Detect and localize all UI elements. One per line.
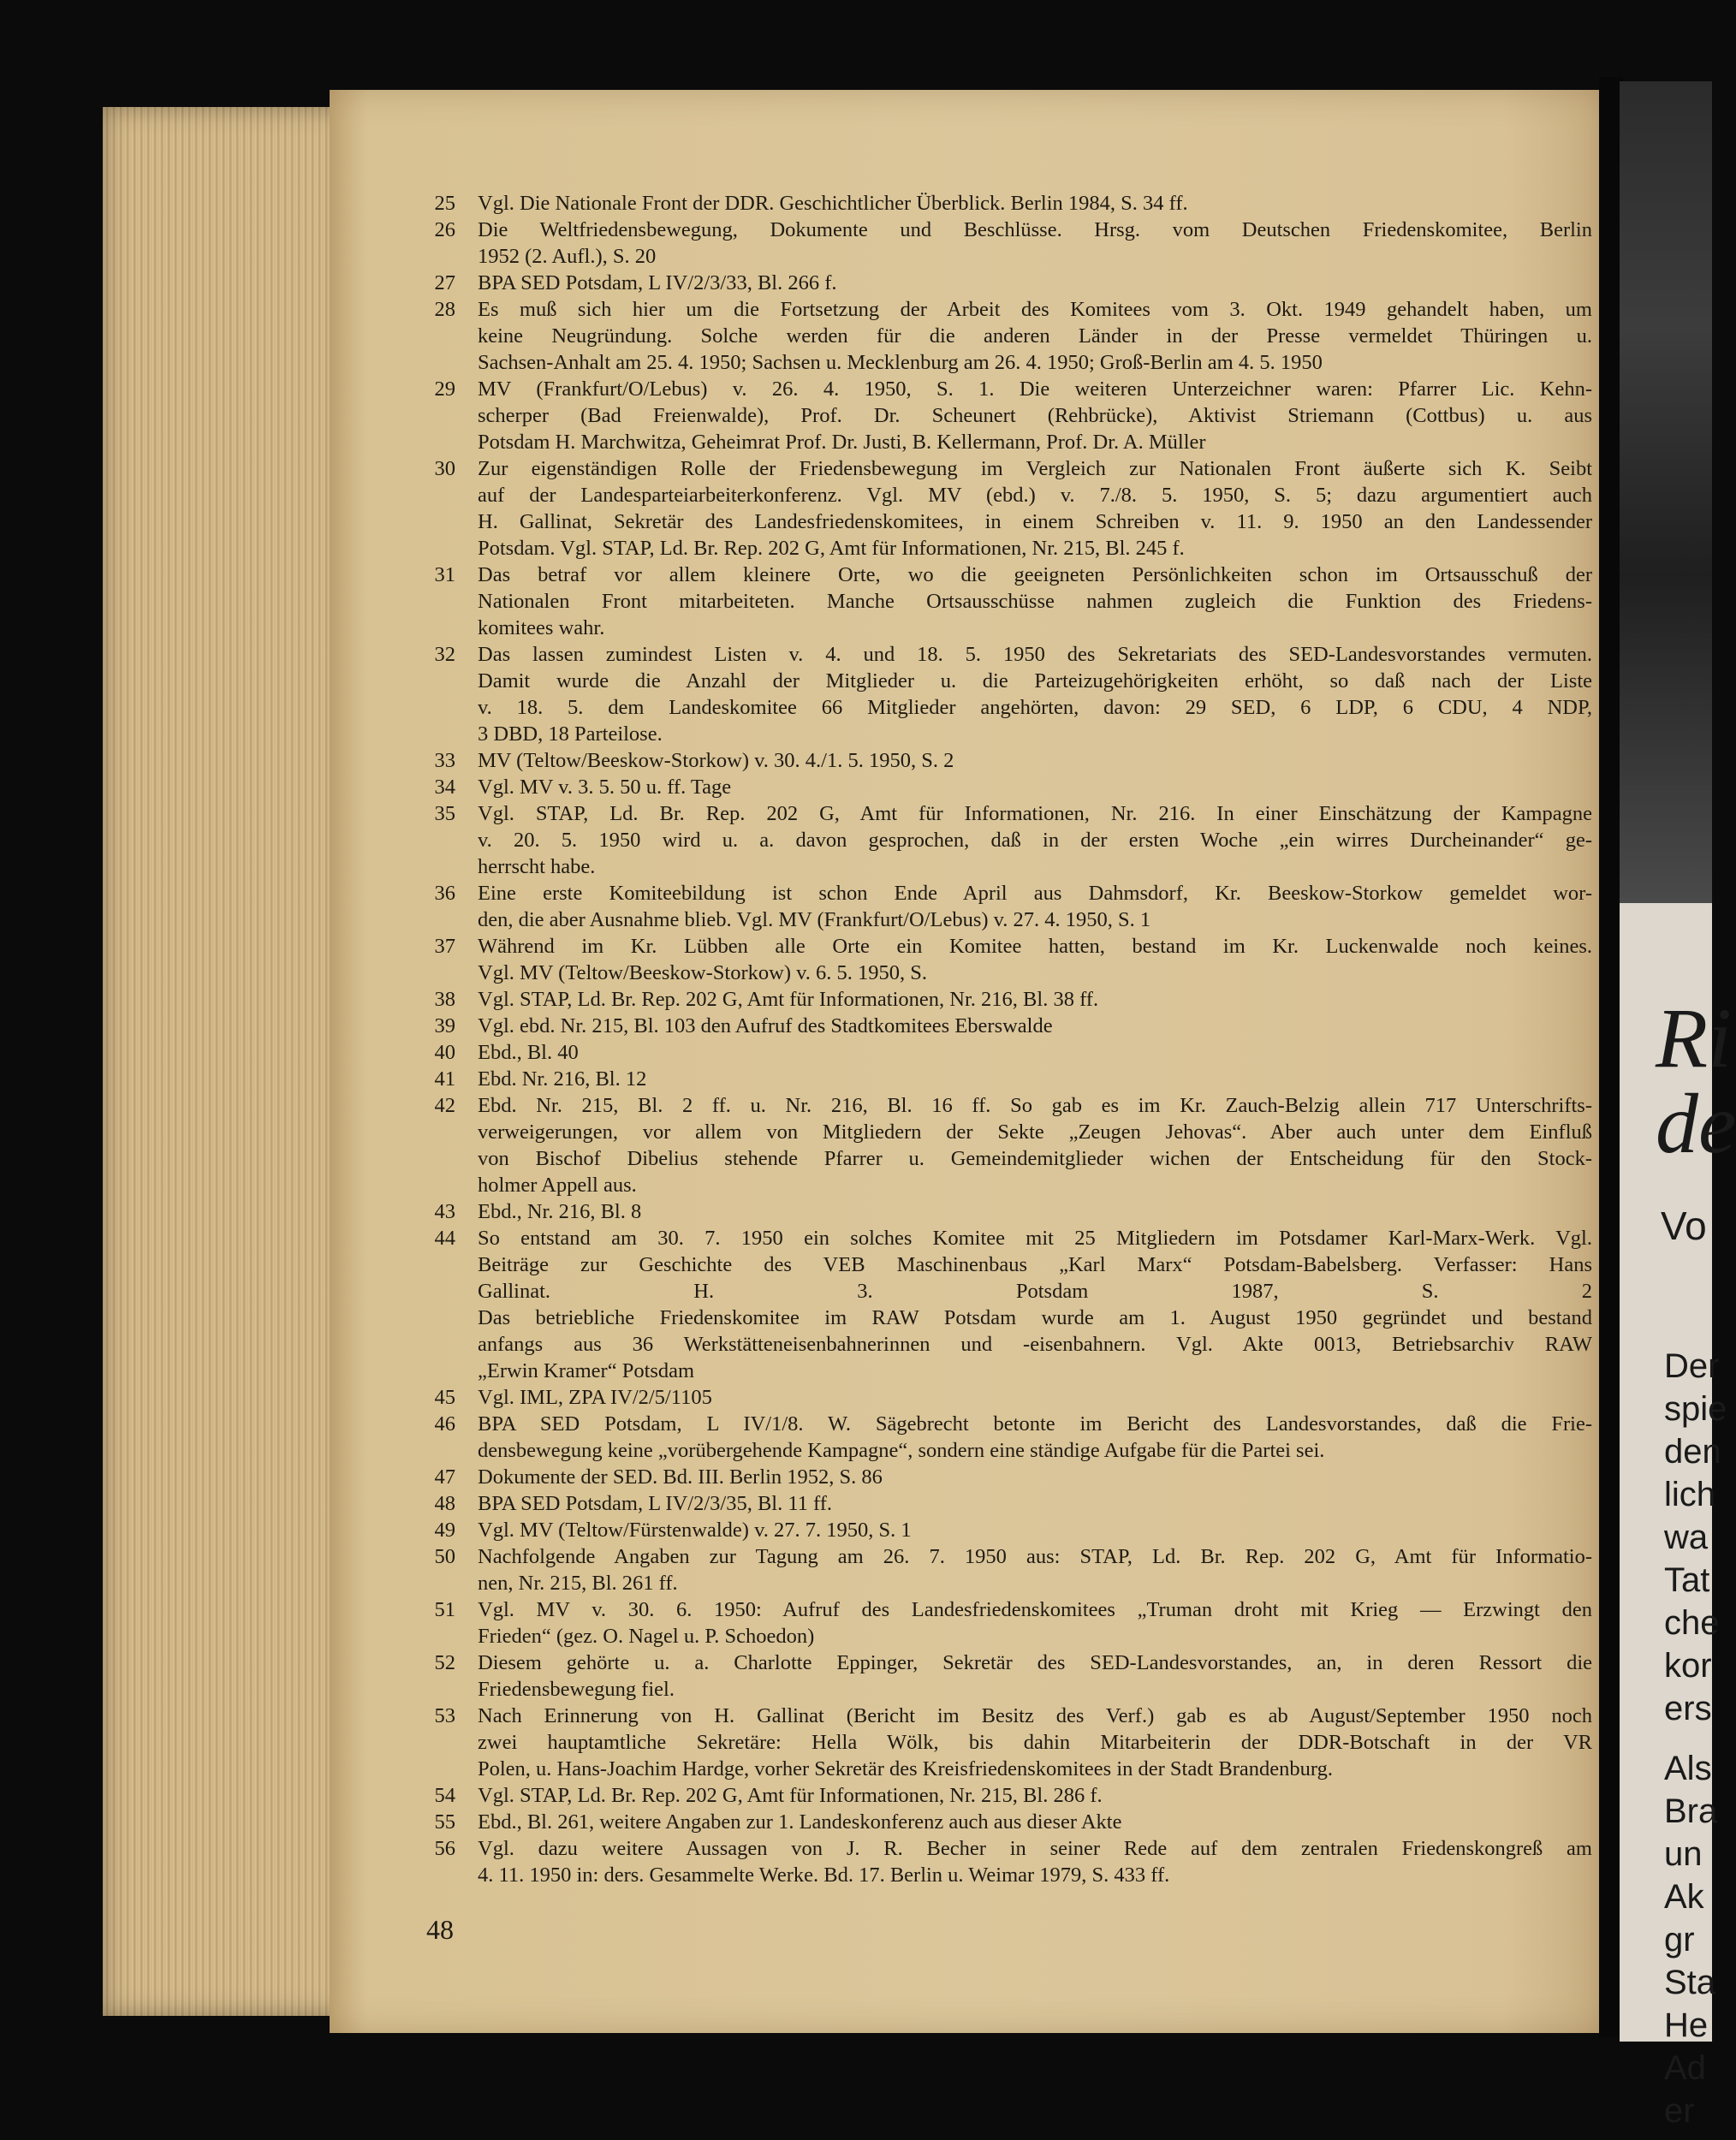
footnote-number: 42 bbox=[434, 1094, 455, 1117]
footnote-line: Potsdam. Vgl. STAP, Ld. Br. Rep. 202 G, Amt für Informationen, Nr. 215, Bl. 245 f. bbox=[478, 537, 1185, 560]
footnote bbox=[402, 1517, 1592, 1543]
footnote-line: Das betraf vor allem kleinere Orte, wo die geeigneten Persönlichkeiten schon im Ortsausschuß der bbox=[478, 563, 1592, 586]
footnote-line: MV (Teltow/Beeskow-Storkow) v. 30. 4./1. 5. 1950, S. 2 bbox=[478, 749, 954, 772]
page-edges bbox=[103, 107, 351, 2016]
footnote-number: 38 bbox=[434, 988, 455, 1011]
footnote bbox=[402, 1411, 1592, 1464]
footnote-line: nen, Nr. 215, Bl. 261 ff. bbox=[478, 1572, 678, 1595]
footnote-line: Das lassen zumindest Listen v. 4. und 18. 5. 1950 des Sekretariats des SED-Landesvorstandes vermuten. bbox=[478, 643, 1592, 666]
facing-text-fragment: gr bbox=[1664, 1921, 1695, 1959]
footnote bbox=[402, 1039, 1592, 1066]
footnote-line: Nach Erinnerung von H. Gallinat (Bericht im Besitz des Verf.) gab es ab August/September 1950 noch bbox=[478, 1704, 1592, 1727]
footnote-number: 37 bbox=[434, 935, 455, 958]
footnote bbox=[402, 986, 1592, 1013]
footnote-number: 53 bbox=[434, 1704, 455, 1727]
facing-text-fragment: ers bbox=[1664, 1690, 1712, 1727]
footnote-number: 41 bbox=[434, 1067, 455, 1091]
facing-text-fragment: den bbox=[1664, 1433, 1721, 1471]
footnote-line: densbewegung keine „vorübergehende Kampagne“, sondern eine ständige Aufgabe für die Partei sei. bbox=[478, 1439, 1325, 1462]
footnote-number: 28 bbox=[434, 298, 455, 321]
footnote bbox=[402, 1835, 1592, 1888]
facing-text-fragment: lich bbox=[1664, 1476, 1716, 1513]
footnote-line: Ebd., Bl. 261, weitere Angaben zur 1. Landeskonferenz auch aus dieser Akte bbox=[478, 1810, 1122, 1834]
footnote-number: 54 bbox=[434, 1784, 455, 1807]
footnote-number: 27 bbox=[434, 271, 455, 294]
footnote bbox=[402, 1464, 1592, 1490]
footnote-line: auf der Landesparteiarbeiterkonferenz. Vgl. MV (ebd.) v. 7./8. 5. 1950, S. 5; dazu argumentiert auch bbox=[478, 484, 1592, 507]
footnote-number: 39 bbox=[434, 1014, 455, 1037]
facing-text-fragment: Bra bbox=[1664, 1792, 1718, 1830]
footnote bbox=[402, 1092, 1592, 1198]
footnote bbox=[402, 1703, 1592, 1782]
facing-text-fragment: spie bbox=[1664, 1390, 1727, 1428]
footnote-line: Ebd. Nr. 216, Bl. 12 bbox=[478, 1067, 647, 1091]
footnote-number: 30 bbox=[434, 457, 455, 480]
footnote-line: Vgl. STAP, Ld. Br. Rep. 202 G, Amt für Informationen, Nr. 216. In einer Einschätzung der Kampagne bbox=[478, 802, 1592, 825]
footnote bbox=[402, 747, 1592, 774]
footnote bbox=[402, 774, 1592, 800]
footnote-number: 26 bbox=[434, 218, 455, 241]
footnote-number: 43 bbox=[434, 1200, 455, 1223]
footnote-number: 48 bbox=[434, 1492, 455, 1515]
footnote-line: Damit wurde die Anzahl der Mitglieder u. die Parteizugehörigkeiten erhöht, so daß nach der Liste bbox=[478, 669, 1592, 693]
footnote-line: Vgl. MV v. 3. 5. 50 u. ff. Tage bbox=[478, 776, 732, 799]
footnote-line: Vgl. STAP, Ld. Br. Rep. 202 G, Amt für Informationen, Nr. 215, Bl. 286 f. bbox=[478, 1784, 1103, 1807]
footnote-line: Eine erste Komiteebildung ist schon Ende April aus Dahmsdorf, Kr. Beeskow-Storkow gemeldet wor- bbox=[478, 882, 1592, 905]
footnote-line: holmer Appell aus. bbox=[478, 1174, 637, 1197]
footnote-number: 25 bbox=[434, 192, 455, 215]
footnote-line: BPA SED Potsdam, L IV/2/3/35, Bl. 11 ff. bbox=[478, 1492, 833, 1515]
footnote bbox=[402, 1013, 1592, 1039]
footnote-line: Vgl. Die Nationale Front der DDR. Geschichtlicher Überblick. Berlin 1984, S. 34 ff. bbox=[478, 192, 1188, 215]
footnote bbox=[402, 1650, 1592, 1703]
footnote-line: Sachsen-Anhalt am 25. 4. 1950; Sachsen u. Mecklenburg am 26. 4. 1950; Groß-Berlin am 4. 5. 1950 bbox=[478, 351, 1323, 374]
footnote-line: So entstand am 30. 7. 1950 ein solches Komitee mit 25 Mitgliedern im Potsdamer Karl-Marx-Werk. Vgl. bbox=[478, 1227, 1592, 1250]
footnote-line: 3 DBD, 18 Parteilose. bbox=[478, 722, 663, 746]
footnote-number: 33 bbox=[434, 749, 455, 772]
facing-text-fragment: Als bbox=[1664, 1750, 1712, 1787]
footnote-number: 35 bbox=[434, 802, 455, 825]
footnote-line: BPA SED Potsdam, L IV/1/8. W. Sägebrecht betonte im Bericht des Landesvorstandes, daß die Frie- bbox=[478, 1412, 1592, 1436]
footnote-line: Das betriebliche Friedenskomitee im RAW Potsdam wurde am 1. August 1950 gegründet und bestand bbox=[478, 1306, 1592, 1329]
footnote bbox=[402, 880, 1592, 933]
footnote-number: 36 bbox=[434, 882, 455, 905]
footnote-number: 49 bbox=[434, 1519, 455, 1542]
facing-text-fragment: Tat bbox=[1664, 1561, 1710, 1599]
footnote-number: 45 bbox=[434, 1386, 455, 1409]
footnote bbox=[402, 1384, 1592, 1411]
facing-text-fragment: Ad bbox=[1664, 2049, 1706, 2087]
footnote bbox=[402, 641, 1592, 747]
footnote-number: 29 bbox=[434, 377, 455, 401]
facing-text-fragment: kor bbox=[1664, 1647, 1712, 1685]
footnote-line: v. 20. 5. 1950 wird u. a. davon gesprochen, daß in der ersten Woche „ein wirres Durcheinander“ ge- bbox=[478, 829, 1592, 852]
footnote bbox=[402, 376, 1592, 455]
footnote bbox=[402, 1225, 1592, 1384]
footnote-line: Die Weltfriedensbewegung, Dokumente und Beschlüsse. Hrsg. vom Deutschen Friedenskomitee, Berlin bbox=[478, 218, 1592, 241]
facing-text-fragment: er bbox=[1664, 2092, 1695, 2130]
footnote bbox=[402, 270, 1592, 296]
footnote-number: 55 bbox=[434, 1810, 455, 1834]
footnote-number: 56 bbox=[434, 1837, 455, 1860]
facing-text-fragment: un bbox=[1664, 1835, 1703, 1873]
facing-subheading: Vo bbox=[1661, 1204, 1707, 1248]
footnote-line: Beiträge zur Geschichte des VEB Maschinenbaus „Karl Marx“ Potsdam-Babelsberg. Verfasser: Hans bbox=[478, 1253, 1592, 1276]
footnote-line: 1952 (2. Aufl.), S. 20 bbox=[478, 245, 657, 268]
footnote bbox=[402, 190, 1592, 217]
page-number: 48 bbox=[426, 1914, 454, 1945]
footnote-line: BPA SED Potsdam, L IV/2/3/33, Bl. 266 f. bbox=[478, 271, 837, 294]
footnote bbox=[402, 1543, 1592, 1596]
footnote bbox=[402, 1490, 1592, 1517]
facing-text-fragment: He bbox=[1664, 2006, 1709, 2044]
facing-page bbox=[1620, 81, 1736, 2130]
footnote-line: Vgl. MV (Teltow/Fürstenwalde) v. 27. 7. 1950, S. 1 bbox=[478, 1519, 912, 1542]
footnote bbox=[402, 1809, 1592, 1835]
footnote-number: 51 bbox=[434, 1598, 455, 1621]
footnote-number: 52 bbox=[434, 1651, 455, 1674]
footnote-number: 32 bbox=[434, 643, 455, 666]
footnote-line: Während im Kr. Lübben alle Orte ein Komitee hatten, bestand im Kr. Luckenwalde noch keines. bbox=[478, 935, 1592, 958]
footnote-line: Vgl. MV v. 30. 6. 1950: Aufruf des Landesfriedenskomitees „Truman droht mit Krieg — Erzwingt den bbox=[478, 1598, 1592, 1621]
footnote-line: zwei hauptamtliche Sekretäre: Hella Wölk, bis dahin Mitarbeiterin der DDR-Botschaft in der VR bbox=[478, 1731, 1592, 1754]
footnote-line: Ebd. Nr. 215, Bl. 2 ff. u. Nr. 216, Bl. 16 ff. So gab es im Kr. Zauch-Belzig allein 717 Unterschrifts- bbox=[478, 1094, 1592, 1117]
footnote-line: v. 18. 5. dem Landeskomitee 66 Mitglieder angehörten, davon: 29 SED, 6 LDP, 6 CDU, 4 NDP, bbox=[478, 696, 1592, 719]
footnote-line: Es muß sich hier um die Fortsetzung der Arbeit des Komitees vom 3. Okt. 1949 gehandelt haben, um bbox=[478, 298, 1592, 321]
footnote-line: keine Neugründung. Solche werden für die anderen Länder in der Presse vermeldet Thüringen u. bbox=[478, 324, 1592, 348]
footnote-line: den, die aber Ausnahme blieb. Vgl. MV (Frankfurt/O/Lebus) v. 27. 4. 1950, S. 1 bbox=[478, 908, 1151, 931]
footnote-line: Zur eigenständigen Rolle der Friedensbewegung im Vergleich zur Nationalen Front äußerte sich K. Seibt bbox=[478, 457, 1592, 480]
footnote-line: Potsdam H. Marchwitza, Geheimrat Prof. Dr. Justi, B. Kellermann, Prof. Dr. A. Müller bbox=[478, 431, 1206, 454]
footnote bbox=[402, 800, 1592, 880]
footnote-line: Gallinat. H. 3. Potsdam 1987, S. 2 bbox=[478, 1280, 1592, 1303]
footnote bbox=[402, 1782, 1592, 1809]
footnote-line: Vgl. dazu weitere Aussagen von J. R. Becher in seiner Rede auf dem zentralen Friedenskongreß am bbox=[478, 1837, 1592, 1860]
footnote bbox=[402, 1596, 1592, 1650]
footnote-line: komitees wahr. bbox=[478, 616, 605, 639]
footnote bbox=[402, 217, 1592, 270]
footnote-number: 44 bbox=[434, 1227, 455, 1250]
footnote bbox=[402, 1198, 1592, 1225]
footnote-number: 40 bbox=[434, 1041, 455, 1064]
footnote-line: Vgl. MV (Teltow/Beeskow-Storkow) v. 6. 5. 1950, S. bbox=[478, 961, 928, 984]
footnote-line: verweigerungen, vor allem von Mitgliedern der Sekte „Zeugen Jehovas“. Aber auch unter dem Einfluß bbox=[478, 1121, 1592, 1144]
footnote-line: „Erwin Kramer“ Potsdam bbox=[478, 1359, 695, 1382]
facing-text-fragment: Der bbox=[1664, 1347, 1720, 1385]
footnote-line: MV (Frankfurt/O/Lebus) v. 26. 4. 1950, S. 1. Die weiteren Unterzeichner waren: Pfarrer Lic. Kehn- bbox=[478, 377, 1592, 401]
footnote-line: Diesem gehörte u. a. Charlotte Eppinger, Sekretär des SED-Landesvorstandes, an, in deren Ressort die bbox=[478, 1651, 1592, 1674]
footnote-line: Polen, u. Hans-Joachim Hardge, vorher Sekretär des Kreisfriedenskomitees in der Stadt Brandenburg. bbox=[478, 1757, 1334, 1780]
footnote-line: H. Gallinat, Sekretär des Landesfriedenskomitees, in einem Schreiben v. 11. 9. 1950 an den Landessender bbox=[478, 510, 1592, 533]
footnote-line: Vgl. ebd. Nr. 215, Bl. 103 den Aufruf des Stadtkomitees Eberswalde bbox=[478, 1014, 1053, 1037]
footnote-number: 34 bbox=[434, 776, 455, 799]
facing-text-fragment: Sta bbox=[1664, 1964, 1716, 2001]
footnote-line: Friedensbewegung fiel. bbox=[478, 1678, 675, 1701]
facing-text-fragment: che bbox=[1664, 1604, 1720, 1642]
facing-text-fragment: Ak bbox=[1664, 1878, 1704, 1916]
footnote-line: herrscht habe. bbox=[478, 855, 596, 878]
footnotes-list bbox=[402, 190, 1592, 1888]
footnote-line: 4. 11. 1950 in: ders. Gesammelte Werke. Bd. 17. Berlin u. Weimar 1979, S. 433 ff. bbox=[478, 1864, 1170, 1887]
footnote-line: Frieden“ (gez. O. Nagel u. P. Schoedon) bbox=[478, 1625, 815, 1648]
footnote-line: Ebd., Bl. 40 bbox=[478, 1041, 579, 1064]
footnote bbox=[402, 296, 1592, 376]
footnote-line: Vgl. STAP, Ld. Br. Rep. 202 G, Amt für Informationen, Nr. 216, Bl. 38 ff. bbox=[478, 988, 1099, 1011]
footnote-number: 46 bbox=[434, 1412, 455, 1436]
footnote-number: 47 bbox=[434, 1465, 455, 1489]
footnote-line: Nationalen Front mitarbeiteten. Manche Ortsausschüsse nahmen zugleich die Funktion des Friedens- bbox=[478, 590, 1592, 613]
footnote bbox=[402, 455, 1592, 562]
footnote bbox=[402, 1066, 1592, 1092]
footnote-line: scherper (Bad Freienwalde), Prof. Dr. Scheunert (Rehbrücke), Aktivist Striemann (Cottbus) u. aus bbox=[478, 404, 1592, 427]
footnote-line: Ebd., Nr. 216, Bl. 8 bbox=[478, 1200, 642, 1223]
facing-text-fragment: wa bbox=[1664, 1519, 1709, 1556]
facing-heading-line-1: Ri bbox=[1656, 990, 1732, 1085]
footnote-number: 50 bbox=[434, 1545, 455, 1568]
facing-heading-line-2: de bbox=[1656, 1076, 1736, 1171]
footnote-line: anfangs aus 36 Werkstätteneisenbahnerinnen und -eisenbahnern. Vgl. Akte 0013, Betriebsarchiv RAW bbox=[478, 1333, 1592, 1356]
footnote bbox=[402, 562, 1592, 641]
footnote bbox=[402, 933, 1592, 986]
footnote-line: von Bischof Dibelius stehende Pfarrer u. Gemeindemitglieder wichen der Entscheidung für den Stock- bbox=[478, 1147, 1592, 1170]
facing-page-photo bbox=[1620, 81, 1712, 903]
footnote-line: Nachfolgende Angaben zur Tagung am 26. 7. 1950 aus: STAP, Ld. Br. Rep. 202 G, Amt für Informatio- bbox=[478, 1545, 1592, 1568]
footnote-line: Vgl. IML, ZPA IV/2/5/1105 bbox=[478, 1386, 712, 1409]
footnote-line: Dokumente der SED. Bd. III. Berlin 1952, S. 86 bbox=[478, 1465, 883, 1489]
footnote-number: 31 bbox=[434, 563, 455, 586]
